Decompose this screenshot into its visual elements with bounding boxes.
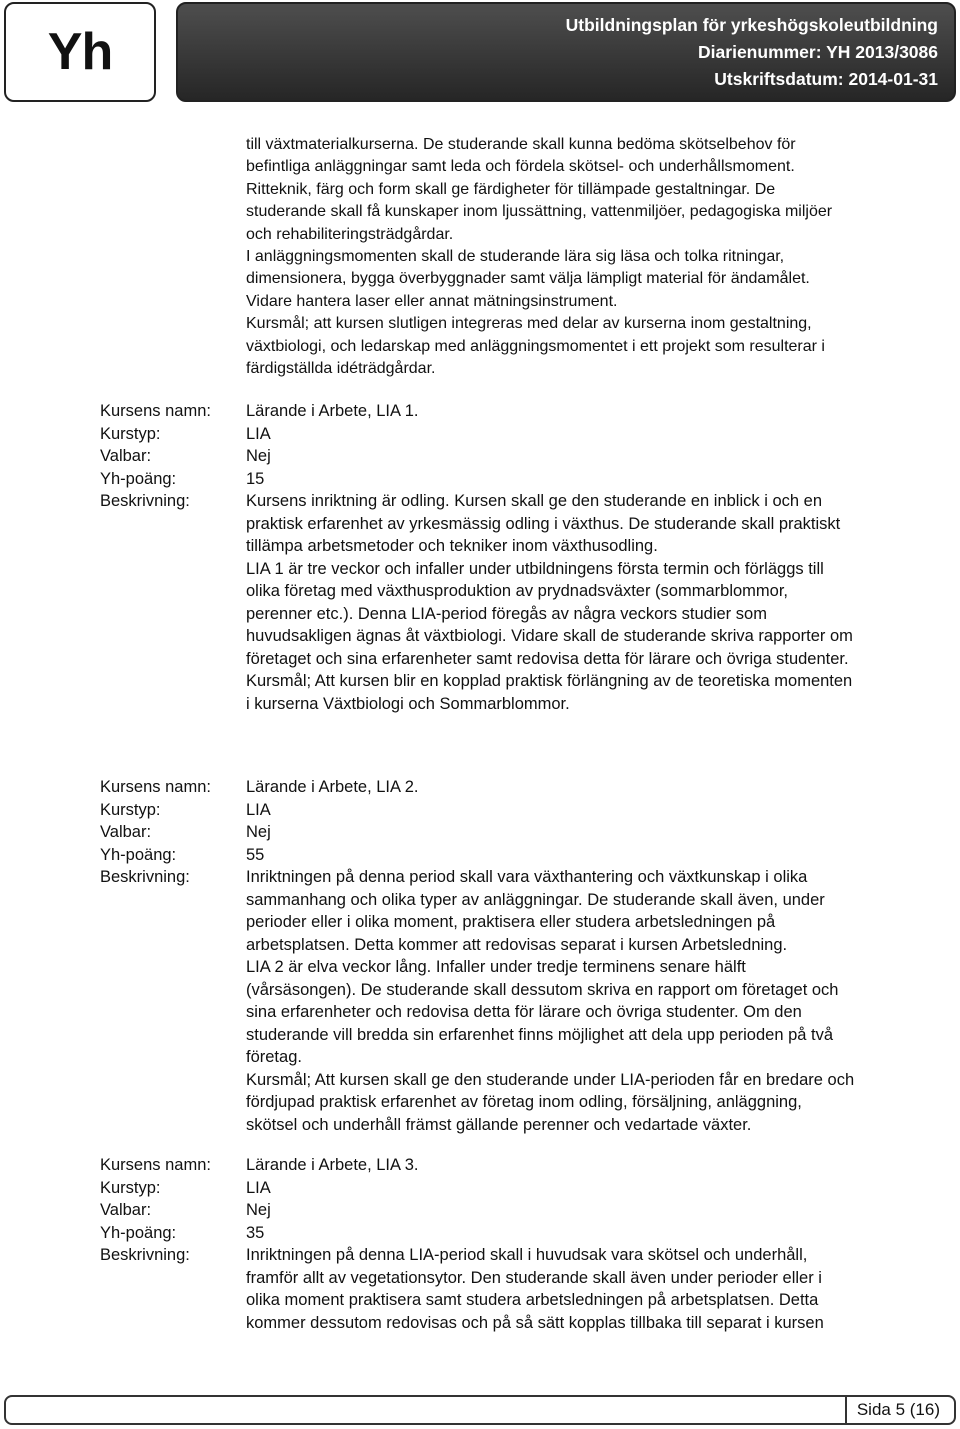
course-description-label: Beskrivning: xyxy=(100,1246,190,1264)
text-line: kommer dessutom redovisas och på så sätt kopplas tillbaka till separat i kursen xyxy=(246,1313,824,1332)
page-footer xyxy=(4,1395,956,1425)
text-line: Kursmål; Att kursen blir en kopplad praktisk förlängning av de teoretiska momenten xyxy=(246,672,853,690)
text-line: olika moment praktisera samt studera arbetsledningen på arbetsplatsen. Detta xyxy=(246,1291,819,1309)
course-name-label: Kursens namn: xyxy=(100,1156,211,1174)
text-line: LIA 2 är elva veckor lång. Infaller under tredje terminens senare hälft xyxy=(246,958,746,976)
course-type-label: Kurstyp: xyxy=(100,800,161,819)
text-line: studerande vill bredda sin erfarenhet finns möjlighet att dela upp perioden på två xyxy=(246,1025,834,1044)
text-line: arbetsplatsen. Detta kommer att redovisas separat i kursen Arbetsledning. xyxy=(246,935,788,954)
text-line: studerande skall få kunskaper inom ljussättning, vattenmiljöer, pedagogiska miljöer xyxy=(246,203,833,221)
diarienummer: Diarienummer: YH 2013/3086 xyxy=(698,42,938,62)
course-elective: Nej xyxy=(246,1201,271,1219)
course-points: 55 xyxy=(246,845,265,864)
text-line: framför allt av vegetationsytor. Den studerande skall även under perioder eller i xyxy=(246,1268,822,1287)
course-points: 15 xyxy=(246,469,265,488)
course-description xyxy=(246,866,950,1136)
text-line: I anläggningsmomenten skall de studerande lära sig läsa och tolka ritningar, xyxy=(246,248,785,266)
course-type: LIA xyxy=(246,1178,271,1197)
text-line: skötsel och underhåll främst gällande perenner och vedartade växter. xyxy=(246,1115,752,1134)
text-line: olika företag med växthusproduktion av prydnadsväxter (sommarblommor, xyxy=(246,582,788,600)
course-type-label: Kurstyp: xyxy=(100,1178,161,1197)
text-line: till växtmaterialkurserna. De studerande skall kunna bedöma skötselbehov för xyxy=(246,136,796,153)
course-description-label: Beskrivning: xyxy=(100,868,190,886)
text-line: Vidare hantera laser eller annat mätningsinstrument. xyxy=(246,292,618,310)
course-elective: Nej xyxy=(246,823,271,841)
course-elective: Nej xyxy=(246,447,271,465)
course-elective-label: Valbar: xyxy=(100,823,152,841)
course-points-label: Yh-poäng: xyxy=(100,845,177,864)
course-name: Lärande i Arbete, LIA 3. xyxy=(246,1156,419,1174)
text-line: (vårsäsongen). De studerande skall dessutom skriva en rapport om företaget och xyxy=(246,980,839,999)
text-line: tillämpa arbetsmetoder och tekniker inom växthusodling. xyxy=(246,537,658,555)
text-line: huvudsakligen ägnas åt växtbiologi. Vidare skall de studerande skriva rapporter om xyxy=(246,627,853,645)
course-lia-3 xyxy=(100,1154,950,1334)
course-lia-1 xyxy=(100,400,950,715)
text-line: perioder eller i olika moment, praktisera eller studera arbetsledningen på xyxy=(246,913,776,931)
text-line: perenner etc.). Denna LIA-period föregås av några veckors studier som xyxy=(246,604,767,623)
text-line: sina erfarenheter och redovisa detta för lärare och övriga studenter. Om den xyxy=(246,1003,802,1021)
course-name-label: Kursens namn: xyxy=(100,778,211,796)
page-number: Sida 5 (16) xyxy=(845,1395,950,1425)
text-line: Inriktningen på denna LIA-period skall i huvudsak vara skötsel och underhåll, xyxy=(246,1246,808,1264)
course-points-label: Yh-poäng: xyxy=(100,469,177,488)
document-title: Utbildningsplan för yrkeshögskoleutbildning xyxy=(565,15,938,35)
intro-paragraph xyxy=(246,134,946,380)
text-line: företaget och sina erfarenheter samt redovisa detta för lärare och övriga studenter. xyxy=(246,649,849,668)
text-line: Inriktningen på denna period skall vara växthantering och växtkunskap i olika xyxy=(246,868,808,886)
course-type-label: Kurstyp: xyxy=(100,424,161,443)
print-date: Utskriftsdatum: 2014-01-31 xyxy=(714,69,938,89)
text-line: färdigställda idéträdgårdar. xyxy=(246,360,436,378)
course-elective-label: Valbar: xyxy=(100,1201,152,1219)
course-name: Lärande i Arbete, LIA 1. xyxy=(246,402,419,420)
text-line: Kursens inriktning är odling. Kursen skall ge den studerande en inblick i och en xyxy=(246,492,823,510)
course-name: Lärande i Arbete, LIA 2. xyxy=(246,778,419,796)
text-line: Kursmål; att kursen slutligen integreras med delar av kurserna inom gestaltning, xyxy=(246,315,812,333)
text-line: praktisk erfarenhet av yrkesmässig odling i växthus. De studerande skall praktiskt xyxy=(246,514,841,533)
course-name-label: Kursens namn: xyxy=(100,402,211,420)
text-line: LIA 1 är tre veckor och infaller under utbildningens första termin och förläggs till xyxy=(246,559,824,578)
text-line: växtbiologi, och ledarskap med anläggningsmomentet i ett projekt som resulterar i xyxy=(246,337,825,355)
course-points-label: Yh-poäng: xyxy=(100,1223,177,1242)
text-line: fördjupad praktisk erfarenhet av företag inom odling, försäljning, anläggning, xyxy=(246,1093,802,1111)
course-type: LIA xyxy=(246,800,271,819)
course-points: 35 xyxy=(246,1223,265,1242)
text-line: i kurserna Växtbiologi och Sommarblommor. xyxy=(246,694,570,713)
yh-logo: Yh xyxy=(4,2,156,102)
text-line: dimensionera, bygga överbyggnader samt välja lämpligt material för ändamålet. xyxy=(246,270,810,288)
course-description xyxy=(246,490,950,715)
text-line: företag. xyxy=(246,1048,302,1066)
course-description xyxy=(246,1244,950,1334)
text-line: och rehabiliteringsträdgårdar. xyxy=(246,225,454,243)
text-line: sammanhang och olika typer av anläggningar. De studerande skall även, under xyxy=(246,890,825,909)
text-line: befintliga anläggningar samt leda och fördela skötsel- och underhållsmoment. xyxy=(246,158,795,176)
course-lia-2 xyxy=(100,776,950,1136)
course-description-label: Beskrivning: xyxy=(100,492,190,510)
course-elective-label: Valbar: xyxy=(100,447,152,465)
text-line: Kursmål; Att kursen skall ge den studerande under LIA-perioden får en bredare och xyxy=(246,1070,855,1089)
course-type: LIA xyxy=(246,424,271,443)
text-line: Ritteknik, färg och form skall ge färdigheter för tillämpade gestaltningar. De xyxy=(246,180,776,198)
